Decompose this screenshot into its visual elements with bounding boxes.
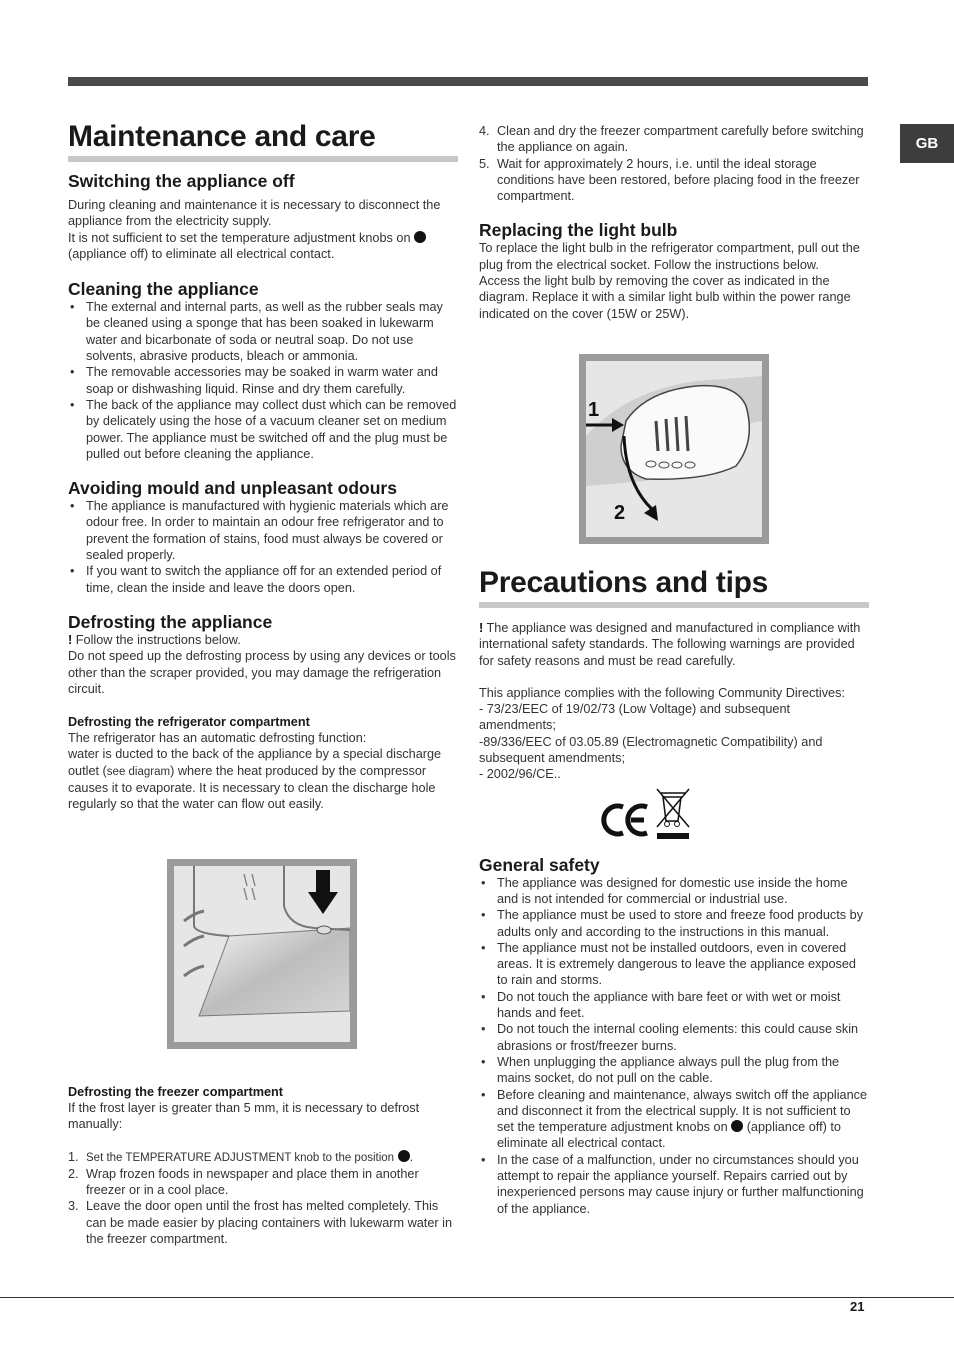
list-item: 5. Wait for approximately 2 hours, i.e. until the ideal storage conditions have been restored, before placing food in the freezer compartment. (479, 156, 860, 204)
mould-heading: Avoiding mould and unpleasant odours (68, 478, 397, 499)
freezer-defrost-steps (68, 1149, 458, 1248)
fridge-defrost-heading: Defrosting the refrigerator compartment (68, 715, 310, 730)
list-item: • Do not touch the appliance with bare feet or with wet or moist hands and feet. (479, 989, 869, 1022)
switching-p2: It is not sufficient to set the temperature adjustment knobs on (appliance off) to eliminate all electrical contact. (68, 230, 458, 263)
list-item: 3. Leave the door open until the frost has melted completely. This can be made easier by placing containers with lukewarm water in the freezer compartment. (68, 1199, 453, 1247)
top-rule (68, 77, 868, 86)
knob-off-icon (414, 231, 426, 243)
bulb-p1: To replace the light bulb in the refrigerator compartment, pull out the plug from the electrical socket. Follow the instructions below. (479, 241, 860, 272)
bulb-p2: Access the light bulb by removing the cover as indicated in the diagram. Replace it with a similar light bulb within the power range indicated on the cover (15W or 25W). (479, 274, 851, 321)
left-column (68, 118, 458, 813)
freezer-defrost-steps-cont (479, 123, 869, 204)
freezer-defrost-heading: Defrosting the freezer compartment (68, 1085, 284, 1099)
page-number: 21 (850, 1299, 865, 1314)
bulb-heading: Replacing the light bulb (479, 220, 678, 241)
cleaning-list (68, 299, 458, 462)
ce-weee-icon (591, 787, 691, 843)
language-tab: GB (900, 124, 954, 163)
step-1-label: 1 (588, 399, 600, 421)
list-item: • The appliance is manufactured with hygienic materials which are odour free. In order to maintain an odour free refrigerator and to prevent the formation of stains, food must always be covered or sealed properly. (68, 498, 458, 563)
list-item: • The appliance must be used to store and freeze food products by adults only and according to the instructions in this manual. (479, 907, 869, 940)
step-2-label: 2 (614, 502, 626, 524)
general-safety-heading: General safety (479, 854, 600, 875)
freezer-defrost-p1: If the frost layer is greater than 5 mm, it is necessary to defrost manually: (68, 1101, 420, 1132)
switching-heading: Switching the appliance off (68, 171, 295, 191)
compliance-marks (479, 787, 869, 843)
directives-intro: This appliance complies with the following Community Directives: (479, 685, 845, 700)
directive-item: -89/336/EEC of 03.05.89 (Electromagnetic Compatibility) and subsequent amendments; (479, 734, 823, 766)
freezer-defrost-section (68, 1084, 458, 1247)
precautions-section (479, 564, 869, 1217)
list-item: • Before cleaning and maintenance, always switch off the appliance and disconnect it from the electrical supply. It is not sufficient to set the temperature adjustment knobs on (appliance off) to eliminate all electrical contact. (479, 1087, 869, 1152)
defrost-outlet-diagram (167, 859, 357, 1049)
list-item: • The removable accessories may be soaked in warm water and soap or dishwashing liquid. Rinse and dry them carefully. (68, 364, 458, 397)
list-item: 1. Set the TEMPERATURE ADJUSTMENT knob to the position . (68, 1149, 414, 1164)
precautions-intro: ! The appliance was designed and manufactured in compliance with international safety standards. The following warnings are provided for safety reasons and must be read carefully. (479, 621, 861, 668)
list-item: 4. Clean and dry the freezer compartment carefully before switching the appliance on again. (479, 124, 864, 155)
fridge-defrost-p2: water is ducted to the back of the appliance by a special discharge outlet (see diagram) where the heat produced by the compressor causes it to evaporate. It is necessary to clean the discharge hole regularly so that the water can flow out easily. (68, 747, 442, 812)
defrosting-heading: Defrosting the appliance (68, 611, 273, 632)
general-safety-list (479, 875, 869, 1217)
precautions-title: Precautions and tips (479, 564, 869, 608)
list-item: • If you want to switch the appliance off for an extended period of time, clean the inside and leave the doors open. (68, 563, 458, 596)
maintenance-title: Maintenance and care (68, 118, 458, 162)
footer-rule (0, 1297, 954, 1298)
list-item: • The back of the appliance may collect dust which can be removed by delicately using the hose of a vacuum cleaner set on medium power. The appliance must be switched off and the plug must be pulled out before cleaning the appliance. (68, 397, 458, 462)
list-item: • Do not touch the internal cooling elements: this could cause skin abrasions or frost/freezer burns. (479, 1021, 869, 1054)
right-column-top (479, 123, 869, 322)
list-item: • In the case of a malfunction, under no circumstances should you attempt to repair the appliance yourself. Repairs carried out by inexperienced persons may cause injury or further malfunctioning of the appliance. (479, 1152, 869, 1217)
list-item: 2. Wrap frozen foods in newspaper and place them in another freezer or in a cool place. (68, 1166, 419, 1198)
knob-off-icon (731, 1120, 743, 1132)
directive-item: - 2002/96/CE.. (479, 767, 561, 782)
directive-item: - 73/23/EEC of 19/02/73 (Low Voltage) and subsequent amendments; (479, 702, 791, 733)
switching-p1: During cleaning and maintenance it is necessary to disconnect the appliance from the electricity supply. (68, 198, 441, 229)
knob-off-icon (398, 1150, 410, 1162)
list-item: • When unplugging the appliance always pull the plug from the mains socket, do not pull on the cable. (479, 1054, 869, 1087)
fridge-defrost-p1: The refrigerator has an automatic defrosting function: (68, 731, 367, 746)
list-item: • The external and internal parts, as well as the rubber seals may be cleaned using a sponge that has been soaked in lukewarm water and bicarbonate of soda or neutral soap. Do not use solvents, abrasive products, bleach or ammonia. (68, 299, 458, 364)
cleaning-heading: Cleaning the appliance (68, 279, 259, 300)
list-item: • The appliance was designed for domestic use inside the home and is not intended for commercial or industrial use. (479, 875, 869, 908)
light-bulb-illustration (586, 361, 762, 537)
list-item: • The appliance must not be installed outdoors, even in covered areas. It is extremely dangerous to leave the appliance exposed to rain and storms. (479, 940, 869, 989)
defrost-outlet-illustration (174, 866, 350, 1042)
defrost-p1: Do not speed up the defrosting process by using any devices or tools other than the scraper provided, you may damage the refrigeration circuit. (68, 649, 456, 696)
light-bulb-diagram (579, 354, 769, 544)
mould-list (68, 498, 458, 596)
defrost-note: ! Follow the instructions below. (68, 632, 241, 647)
